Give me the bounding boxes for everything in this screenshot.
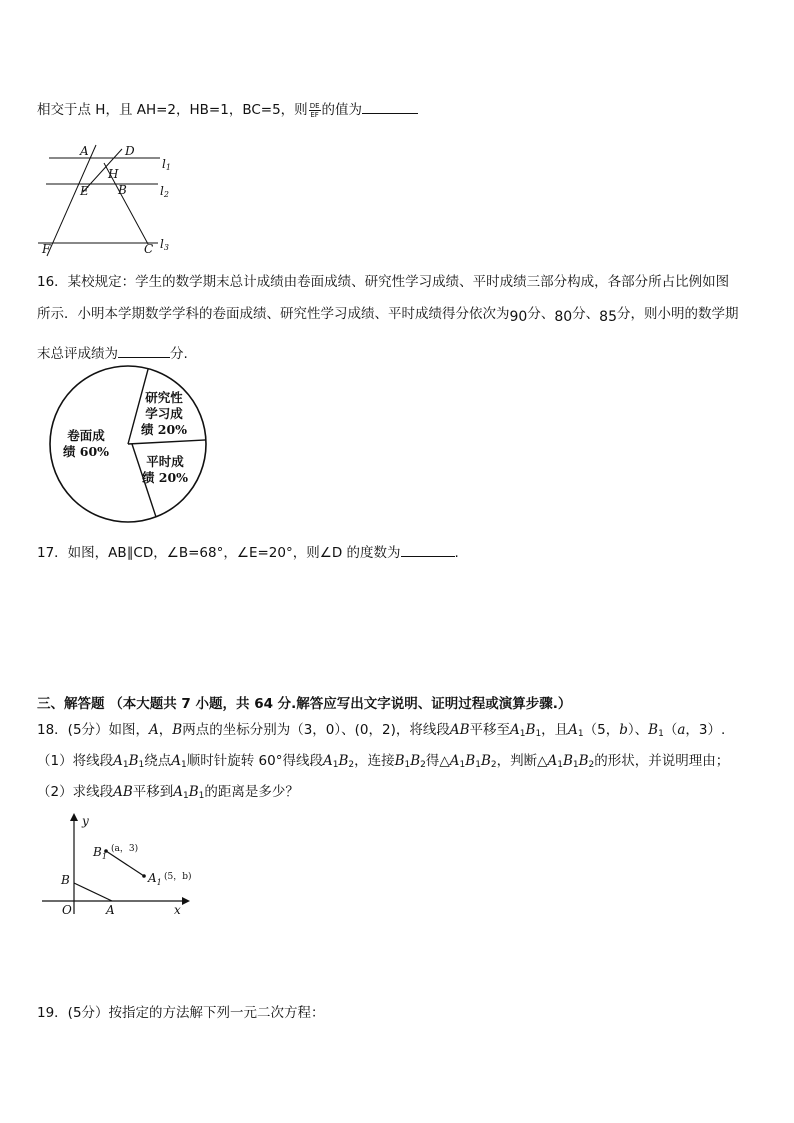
- answer-blank[interactable]: [118, 357, 170, 358]
- q18-part2: （2）求线段AB平移到$A_1B_1$的距离是多少？: [37, 784, 299, 801]
- label-x: x: [174, 903, 181, 917]
- q16-pie-chart: [46, 362, 211, 527]
- q15-text-b: 的值为: [321, 102, 363, 118]
- pie-slice-label: 学习成: [145, 406, 183, 421]
- pie-slice-label: 绩 60%: [62, 444, 110, 459]
- q18-part1: （1）将线段$A_1B_1$绕点$A_1$顺时针旋转 60°得线段$A_1B_2$，连接$B_1B_2$得$\triangle A_1B_1B_2$，判断$\triangle A_1B_1B_2$的形状，并说明理由；: [37, 753, 730, 770]
- pie-slice-boundary: [128, 440, 206, 444]
- q16-line1: 16．某校规定：学生的数学期末总计成绩由卷面成绩、研究性学习成绩、平时成绩三部分构成，各部分所占比例如图: [37, 274, 730, 290]
- fraction-de-ef: [309, 102, 321, 119]
- label-b: B: [118, 183, 127, 197]
- label-l2: l2: [160, 184, 169, 199]
- pie-slice-label: 卷面成: [67, 428, 105, 443]
- label-f: F: [42, 242, 51, 256]
- label-d: D: [125, 144, 135, 158]
- answer-blank[interactable]: [401, 556, 455, 557]
- q19-text: 19．(5分）按指定的方法解下列一元二次方程：: [37, 1005, 325, 1021]
- label-a: A: [106, 903, 115, 917]
- score-regular: 85: [599, 309, 617, 325]
- q15-text: [37, 98, 418, 119]
- fraction-numerator: DE: [309, 101, 320, 110]
- label-a1-coord: (5，b): [164, 872, 192, 882]
- score-paper: 90: [509, 309, 528, 325]
- label-a1: $A_1$: [148, 871, 162, 887]
- label-o: O: [62, 903, 72, 917]
- q16-line3: 末总评成绩为 分.: [37, 346, 188, 362]
- label-b: B: [61, 873, 70, 887]
- section-3-title: 三、解答题 （本大题共 7 小题，共 64 分.解答应写出文字说明、证明过程或演算步骤.）: [37, 696, 572, 712]
- label-y: y: [82, 814, 89, 828]
- label-l3: l3: [160, 237, 169, 252]
- point-a1: [142, 874, 146, 878]
- pie-slice-label: 平时成: [146, 454, 184, 469]
- pie-slice-label: 绩 20%: [140, 422, 188, 437]
- pie-slice-label: 绩 20%: [141, 470, 189, 485]
- line-fa: [47, 145, 96, 256]
- q18-coordinate-figure: [40, 812, 200, 920]
- answer-blank[interactable]: [362, 113, 418, 114]
- label-l1: l1: [162, 157, 171, 172]
- label-e: E: [80, 184, 89, 198]
- q16-line2: 所示．小明本学期数学学科的卷面成绩、研究性学习成绩、平时成绩得分依次为90分、80分、85分，则小明的数学期: [37, 306, 739, 325]
- label-h: H: [108, 167, 119, 181]
- label-a: A: [80, 144, 89, 158]
- q15-text-a: 相交于点 H，且 AH=2，HB=1，BC=5，则: [37, 102, 308, 118]
- q18-line1: 18．(5分）如图，A，B两点的坐标分别为（3，0）、(0，2)，将线段AB平移至$A_1B_1$，且$A_1(5$，b）、$B_1(a$，3）.: [37, 722, 726, 739]
- fraction-denominator: EF: [310, 110, 319, 119]
- x-axis-arrow-icon: [182, 897, 190, 905]
- label-b1: $B_1$: [93, 845, 107, 861]
- q17-text: 17．如图，AB∥CD，∠B=68°，∠E=20°，则∠D 的度数为 .: [37, 545, 459, 561]
- y-axis-arrow-icon: [70, 813, 78, 821]
- score-research: 80: [554, 309, 573, 325]
- q15-figure-parallel-lines: [36, 140, 186, 258]
- label-b1-coord: (a，3): [111, 844, 139, 854]
- label-c: C: [144, 242, 154, 256]
- segment-a1b1: [106, 851, 144, 876]
- segment-ab: [74, 883, 112, 901]
- pie-slice-label: 研究性: [145, 390, 183, 405]
